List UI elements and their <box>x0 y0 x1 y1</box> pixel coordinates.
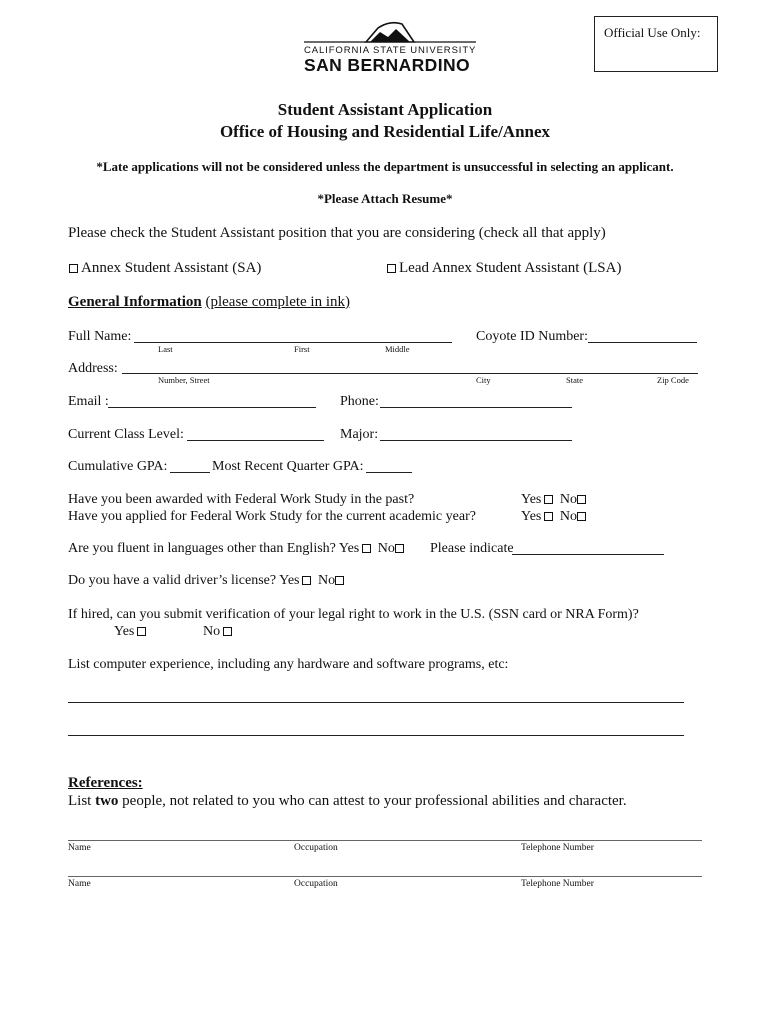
official-use-label: Official Use Only: <box>604 25 701 40</box>
license-question: Do you have a valid driver’s license? <box>68 573 277 588</box>
verification-yes-option <box>114 625 149 639</box>
fws-current-no-checkbox[interactable] <box>577 512 586 521</box>
references-intro <box>68 794 627 809</box>
option-sa-label: Annex Student Assistant (SA) <box>81 260 262 276</box>
quarter-gpa-field[interactable] <box>366 472 412 473</box>
mountain-logo-icon <box>304 20 476 46</box>
phone-field[interactable] <box>380 407 572 408</box>
license-no-checkbox[interactable] <box>335 576 344 585</box>
languages-question: Are you fluent in languages other than English? <box>68 541 336 556</box>
verification-question: If hired, can you submit verification of your legal right to work in the U.S. (SSN card or NRA Form)? <box>68 607 639 622</box>
resume-notice: *Please Attach Resume* <box>317 191 453 206</box>
fws-past-no-label: No <box>559 492 577 507</box>
fws-past-yes-label: Yes <box>521 492 542 507</box>
full-name-label: Full Name: <box>68 329 132 344</box>
address-sub-zip: Zip Code <box>657 375 689 385</box>
reference-1-name-label: Name <box>68 843 91 853</box>
email-label: Email : <box>68 394 109 409</box>
full-name-field[interactable] <box>134 342 452 343</box>
quarter-gpa-label: Most Recent Quarter GPA: <box>212 459 364 474</box>
form-subtitle: Office of Housing and Residential Life/Annex <box>219 122 551 141</box>
option-sa <box>66 261 261 276</box>
general-info-title: General Information <box>68 294 202 310</box>
logo-line-2: SAN BERNARDINO <box>304 55 471 75</box>
reference-2-name-label: Name <box>68 879 91 889</box>
computer-experience-line-1[interactable] <box>68 702 684 703</box>
coyote-id-field[interactable] <box>588 342 697 343</box>
verification-yes-checkbox[interactable] <box>137 627 146 636</box>
general-info-note: (please complete in ink) <box>205 294 351 310</box>
gpa-label: Cumulative GPA: <box>68 459 168 474</box>
gpa-field[interactable] <box>170 472 210 473</box>
references-intro-after: people, not related to you who can attest to your professional abilities and character. <box>122 793 627 809</box>
license-yes-label: Yes <box>279 573 300 588</box>
email-field[interactable] <box>108 407 316 408</box>
verification-yes-label: Yes <box>114 624 135 639</box>
reference-2-phone-label: Telephone Number <box>521 879 594 889</box>
reference-2-line[interactable] <box>68 876 702 877</box>
option-lsa <box>384 261 621 276</box>
class-level-label: Current Class Level: <box>68 427 184 442</box>
license-yes-checkbox[interactable] <box>302 576 311 585</box>
references-intro-before: List <box>68 793 92 809</box>
lsa-checkbox[interactable] <box>387 264 396 273</box>
references-intro-bold: two <box>95 793 119 809</box>
verification-no-checkbox[interactable] <box>223 627 232 636</box>
class-level-field[interactable] <box>187 440 324 441</box>
references-heading: References: <box>68 775 143 791</box>
computer-experience-question: List computer experience, including any hardware and software programs, etc: <box>68 657 509 672</box>
fws-past-question: Have you been awarded with Federal Work Study in the past? <box>68 492 415 507</box>
major-label: Major: <box>340 427 379 442</box>
form-title: Student Assistant Application <box>277 100 493 119</box>
license-no-label: No <box>317 573 336 588</box>
computer-experience-line-2[interactable] <box>68 735 684 736</box>
languages-yes-checkbox[interactable] <box>362 544 371 553</box>
fws-current-question: Have you applied for Federal Work Study for the current academic year? <box>68 509 476 524</box>
fws-current-yes-label: Yes <box>521 509 542 524</box>
fws-current-no-label: No <box>559 509 577 524</box>
address-sub-city: City <box>476 375 491 385</box>
languages-indicate-field[interactable] <box>512 554 664 555</box>
fws-current-yes-checkbox[interactable] <box>544 512 553 521</box>
license-row <box>68 574 347 588</box>
languages-no-checkbox[interactable] <box>395 544 404 553</box>
languages-row <box>68 542 407 556</box>
major-field[interactable] <box>380 440 572 441</box>
coyote-id-label: Coyote ID Number: <box>476 329 588 344</box>
reference-2-occupation-label: Occupation <box>294 879 338 889</box>
address-sub-state: State <box>566 375 583 385</box>
address-sub-street: Number, Street <box>158 375 210 385</box>
late-notice: *Late applications will not be considered unless the department is unsuccessful in selecting an applicant. <box>96 159 674 174</box>
phone-label: Phone: <box>340 394 379 409</box>
languages-yes-label: Yes <box>338 541 360 556</box>
logo-line-1: CALIFORNIA STATE UNIVERSITY <box>304 45 477 56</box>
reference-1-phone-label: Telephone Number <box>521 843 594 853</box>
languages-no-label: No <box>377 541 395 556</box>
position-prompt: Please check the Student Assistant position that you are considering (check all that apply) <box>68 225 606 241</box>
official-use-box <box>594 16 718 72</box>
name-sub-first: First <box>294 344 310 354</box>
fws-past-no-checkbox[interactable] <box>577 495 586 504</box>
name-sub-last: Last <box>158 344 173 354</box>
reference-1-occupation-label: Occupation <box>294 843 338 853</box>
option-lsa-label: Lead Annex Student Assistant (LSA) <box>399 260 622 276</box>
verification-no-option <box>203 625 235 639</box>
verification-no-label: No <box>203 624 221 639</box>
fws-past-yes-checkbox[interactable] <box>544 495 553 504</box>
sa-checkbox[interactable] <box>69 264 78 273</box>
fws-past-options <box>521 493 589 507</box>
address-label: Address: <box>68 361 118 376</box>
address-field[interactable] <box>122 373 698 374</box>
general-info-heading <box>68 295 350 310</box>
reference-1-line[interactable] <box>68 840 702 841</box>
fws-current-options <box>521 510 589 524</box>
please-indicate-label: Please indicate <box>430 541 514 556</box>
name-sub-middle: Middle <box>385 344 410 354</box>
